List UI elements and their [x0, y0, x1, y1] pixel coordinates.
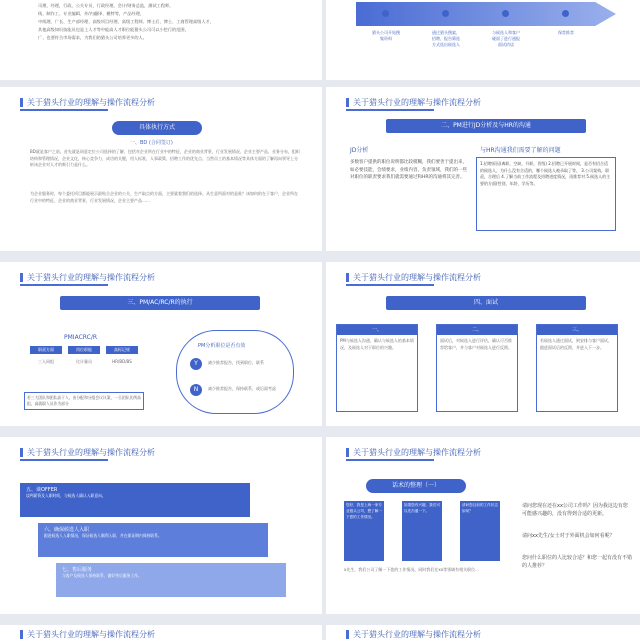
section-pill: 具体执行方式 [112, 121, 202, 135]
step-dot [562, 10, 569, 17]
slide-header [346, 629, 481, 640]
hr-title: 与HR沟通我们需要了解的问题 [480, 147, 561, 154]
yes-icon: Y [190, 358, 202, 370]
slide-title: 关于猎头行业的理解与操作流程分析 [353, 273, 481, 282]
col-head: 岗位职能 [68, 346, 100, 354]
accent-bar [346, 448, 349, 457]
step-title: 六、确保候选人入职 [44, 527, 90, 533]
col-head: 二、 [437, 325, 517, 335]
step-text: 与客户及候选人保持联系，做好售后服务工作。 [62, 573, 142, 578]
slide-title: 关于猎头行业的理解与操作流程分析 [27, 630, 155, 639]
line-3: 中线理、广长、生产部经理、高级项目经理、高级工程师、博士后、博士、工商管理高级人才， [38, 19, 214, 24]
org-title: PMIACRC/R [64, 334, 98, 341]
slide-header [20, 629, 155, 640]
col-text: 面试后，对候选人进行评估，确认可否推荐给客户，并与客户对候选人进行反馈。 [440, 338, 512, 350]
jd-title: JD分析 [350, 147, 369, 154]
accent-bar [346, 630, 349, 639]
header-underline [346, 284, 434, 286]
slide-scripts[interactable] [326, 437, 640, 614]
slide-top-right[interactable] [326, 0, 640, 80]
no-text: 减少推荐报告，保持联系，或后面考虑 [208, 386, 276, 391]
step-block [38, 523, 268, 557]
paragraph-2: 为企业服务时，每个委托项目都能展示最贴合企业的公关、生产取点的方面，主要就着我们的选择。从生意所面对的是谁？该如何的在于客户，企业所在行业中的特征，企业的商业背景，行业发展情况，企业主要产品…… [30, 191, 298, 203]
slide-bottom-left[interactable] [0, 625, 322, 640]
step-text: 谈判薪资及入职时间，与候选人确认入职意向。 [26, 493, 106, 498]
no-icon: N [190, 384, 202, 396]
question-2: 请问xx先生/女士对于外面机会如何看呢？ [522, 533, 615, 539]
question-1: 请问您现在还在xx公司工作吗？因为我这边有您可能感兴趣的，没有得到合适的更新。 [522, 503, 628, 517]
col-head: 高标记规 [106, 346, 138, 354]
section-pill: 四、面试 [386, 296, 586, 310]
yes-text: 减少推荐报告，找到职位，联系 [208, 360, 264, 365]
paragraph-1: BD就是客户之前，首先就是同意定位公司选择的了解，包括对企业所在行业中的特征，企业的商业背景，行业发展情况，企业主要产品，业务分布，组织结构和管理情况，企业文化，核心竞争力，成功的关键，用人标准，人事政策，招聘工作的优先点。当然员工的基本情况等具体方面的了解再向领导上分析该企业对人才的吸引力是什么。 [30, 149, 300, 167]
step-title: 七、售后服务 [62, 567, 93, 573]
table-header [30, 346, 138, 354]
slide-title: 关于猎头行业的理解与操作流程分析 [353, 98, 481, 107]
cell: HR/BD/BS [112, 359, 132, 364]
cell: 三人同组 [38, 359, 54, 364]
script-footer: x先生，我们公司了解一下您的工作情况，同时我们在xx等领域有相关职位... [344, 567, 479, 572]
hr-text: 1.招聘原因(离职，空缺，升职，晋级) 2.招聘已开展时间，是否有招合适的候选人，为什么没有合适的，哪个候选人被录取了等。 3.公司架构，职责，合理后 4.了解当前工作流程及招聘进度情况，再推荐对 5.候选人的主要的方面(性别，年龄，学历等。 [480, 161, 611, 186]
slide-header [346, 272, 481, 283]
question-title: PM分析职位是否有效 [198, 343, 246, 349]
header-underline [20, 459, 108, 461]
slide-title: 关于猎头行业的理解与操作流程分析 [27, 98, 155, 107]
hr-box [476, 157, 616, 231]
step-label: 保荐推荐 [558, 30, 574, 35]
step-dot [502, 10, 509, 17]
header-underline [20, 284, 108, 286]
step-title: 五、谈OFFER [26, 487, 58, 493]
slide-jd-analysis[interactable] [326, 87, 640, 251]
question-3: 您问什么职位的人比较合适？和您一起有没有不错的人推荐？ [522, 555, 633, 569]
col-head: 职责方面 [30, 346, 62, 354]
line-1: 司理、经理，行政、公关专员，行政经理，会计/财务总监，测试工程师， [38, 3, 174, 8]
subtitle: 一、BD (合同签订) [130, 140, 173, 146]
header-underline [346, 459, 434, 461]
slide-offer-steps[interactable] [0, 437, 322, 614]
slide-title: 关于猎头行业的理解与操作流程分析 [27, 273, 155, 282]
slide-pm-execution[interactable] [0, 262, 322, 426]
header-underline [346, 109, 434, 111]
step-dot [442, 10, 449, 17]
slide-header [346, 447, 481, 458]
col-head: 三、 [537, 325, 617, 335]
accent-bar [20, 630, 23, 639]
table-row [30, 359, 138, 366]
col-text: PM与候选人沟通、确认与候选人的基本情况，及候选人对于职位的兴趣。 [340, 338, 414, 350]
step-block [56, 563, 286, 597]
slide-header [20, 97, 155, 108]
line-2: 线、制作工、专业编辑、外/内翻译、模特等，产品经理， [38, 11, 145, 16]
slide-top-left[interactable] [0, 0, 322, 80]
line-5: 广、也要符合市场需求，为我们的猎头公司培养更多的人。 [38, 35, 147, 40]
interview-col [336, 324, 418, 412]
header-underline [20, 109, 108, 111]
step-label: 猎头公司开始搜集资料 [372, 30, 400, 41]
cell: 比计量员 [76, 359, 92, 364]
col-head: 一、 [337, 325, 417, 335]
accent-bar [20, 273, 23, 282]
script-bubble: 请问您目前的工作状态如何？ [460, 501, 500, 561]
slide-title: 关于猎头行业的理解与操作流程分析 [27, 448, 155, 457]
note-box: 若三大团队和团队高于人，由分配和分组会议议案，一旦团队比例高组，高就职人员作为部分 [24, 392, 144, 410]
slide-title: 关于猎头行业的理解与操作流程分析 [353, 630, 481, 639]
process-arrow [356, 2, 616, 26]
accent-bar [20, 448, 23, 457]
slide-title: 关于猎头行业的理解与操作流程分析 [353, 448, 481, 457]
step-label: 通过猎头搜索，招聘，报告筛选方式选出候选人 [432, 30, 460, 47]
interview-col [536, 324, 618, 412]
step-label: 与候选人和客户碰面了进行通报面试约谈 [492, 30, 520, 47]
accent-bar [346, 98, 349, 107]
step-text: 跟进候选人入职情况，保证候选人顺利入职，并在保证期内保持联系。 [44, 533, 162, 538]
section-pill: 话术的整理（一） [366, 479, 466, 493]
script-bubble: 如果您有兴趣，我们可以先沟通一下。 [402, 501, 442, 561]
step-dot [382, 10, 389, 17]
line-4: 其他高级知识技能员也是上人才等中能高人才职位能猎头公司可以小挖行的范围， [38, 27, 189, 32]
script-bubble: 您好，我是上海一家专业猎头公司，想了解一下您的工作情况。 [344, 501, 384, 561]
jd-text: 多数客户提供的职位说明都比较模糊，我们要善于提出来，如必要技能，会绩要求，业绩内容，负责领域，我们的一些对职位的职责要求我们就需要通过和HR的沟通将其完善。 [350, 160, 467, 180]
slide-interview[interactable] [326, 262, 640, 426]
col-text: 若候选人通过面试，则安排与客户面试，跟进面试后的反馈，并进入下一步。 [540, 338, 612, 350]
interview-col [436, 324, 518, 412]
slide-header [20, 272, 155, 283]
section-pill: 二、PM进行JD分析及与HR的沟通 [386, 119, 586, 133]
accent-bar [20, 98, 23, 107]
section-pill: 三、PM/AC/RC/R的执行 [60, 296, 260, 310]
text-block [38, 2, 298, 42]
slide-header [20, 447, 155, 458]
slide-execution[interactable] [0, 87, 322, 251]
slide-bottom-right[interactable] [326, 625, 640, 640]
step-block [20, 483, 250, 517]
accent-bar [346, 273, 349, 282]
slide-header [346, 97, 481, 108]
